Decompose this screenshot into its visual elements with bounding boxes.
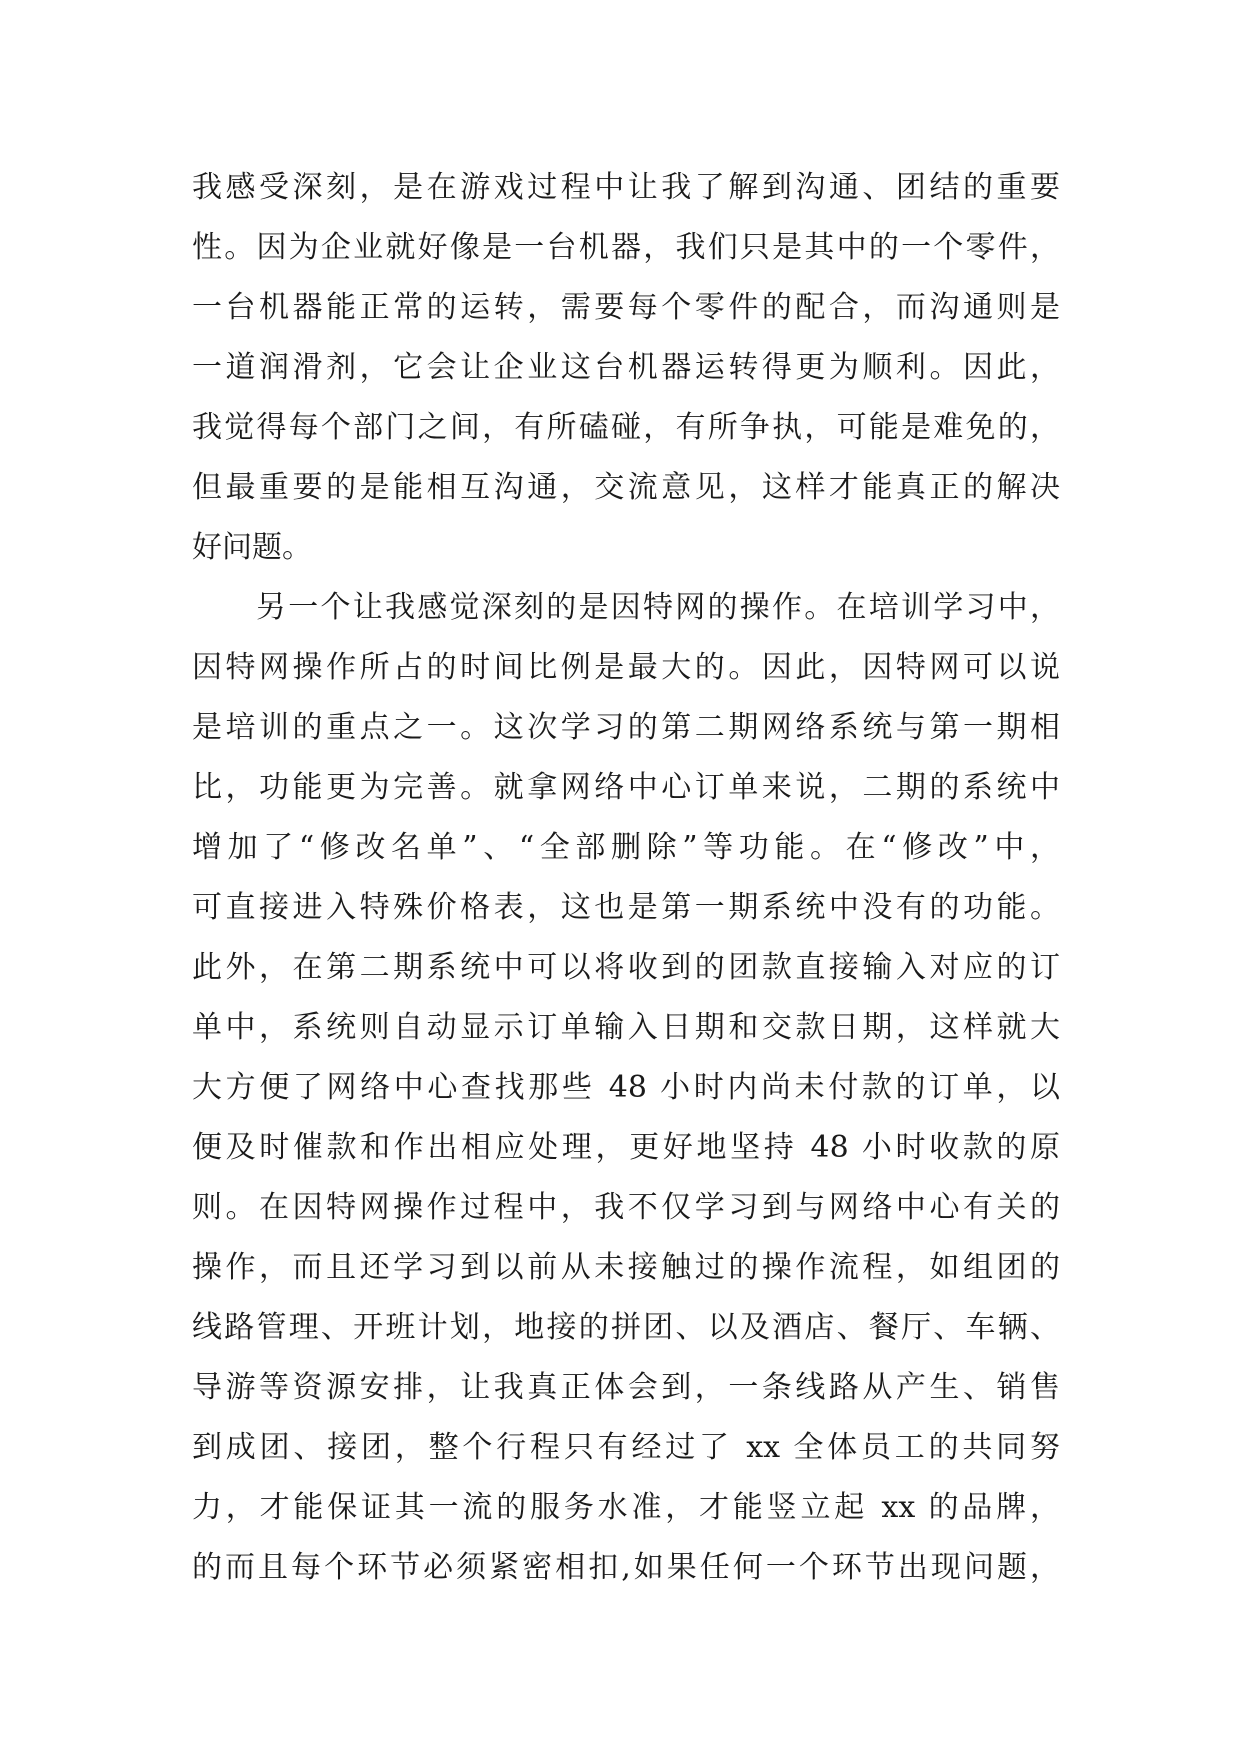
text-line: 大方便了网络中心查找那些 48 小时内尚未付款的订单，以 [192, 1070, 1060, 1105]
text-line: 另一个让我感觉深刻的是因特网的操作。在培训学习中， [256, 590, 1060, 625]
text-line: 我觉得每个部门之间，有所磕碰，有所争执，可能是难免的， [192, 410, 1060, 445]
text-line: 一道润滑剂，它会让企业这台机器运转得更为顺利。因此， [192, 350, 1060, 385]
text-line: 但最重要的是能相互沟通，交流意见，这样才能真正的解决 [192, 470, 1060, 505]
text-line: 操作，而且还学习到以前从未接触过的操作流程，如组团的 [192, 1250, 1060, 1285]
text-line: 单中，系统则自动显示订单输入日期和交款日期，这样就大 [192, 1010, 1060, 1045]
text-line: 线路管理、开班计划，地接的拼团、以及酒店、餐厅、车辆、 [192, 1310, 1060, 1345]
text-line: 到成团、接团，整个行程只有经过了 xx 全体员工的共同努 [192, 1430, 1060, 1465]
text-line: 性。因为企业就好像是一台机器，我们只是其中的一个零件， [192, 230, 1060, 265]
text-line: 一台机器能正常的运转，需要每个零件的配合，而沟通则是 [192, 290, 1060, 325]
paragraph-internet-operation [192, 578, 1060, 1598]
text-line: 便及时催款和作出相应处理，更好地坚持 48 小时收款的原 [192, 1130, 1060, 1165]
text-line: 增加了“修改名单”、“全部删除”等功能。在“修改”中， [192, 830, 1060, 865]
document-body [192, 158, 1060, 1598]
text-line: 导游等资源安排，让我真正体会到，一条线路从产生、销售 [192, 1370, 1060, 1405]
text-line: 此外，在第二期系统中可以将收到的团款直接输入对应的订 [192, 950, 1060, 985]
text-line: 是培训的重点之一。这次学习的第二期网络系统与第一期相 [192, 710, 1060, 745]
text-line: 力，才能保证其一流的服务水准，才能竖立起 xx 的品牌， [192, 1490, 1060, 1525]
text-line: 的而且每个环节必须紧密相扣,如果任何一个环节出现问题， [192, 1550, 1060, 1585]
text-line: 因特网操作所占的时间比例是最大的。因此，因特网可以说 [192, 650, 1060, 685]
paragraph-teamwork [192, 158, 1060, 578]
text-line: 比，功能更为完善。就拿网络中心订单来说，二期的系统中 [192, 770, 1060, 805]
text-line: 好问题。 [192, 530, 312, 565]
text-line: 我感受深刻，是在游戏过程中让我了解到沟通、团结的重要 [192, 170, 1060, 205]
text-line: 可直接进入特殊价格表，这也是第一期系统中没有的功能。 [192, 890, 1060, 925]
text-line: 则。在因特网操作过程中，我不仅学习到与网络中心有关的 [192, 1190, 1060, 1225]
